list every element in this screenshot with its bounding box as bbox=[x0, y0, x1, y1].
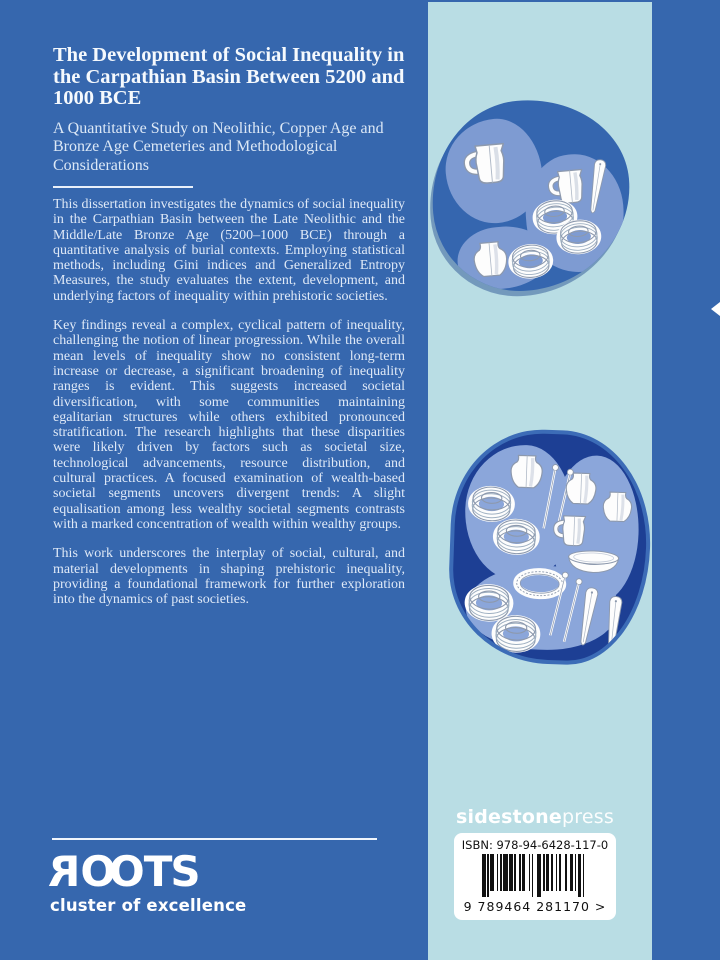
jug-icon bbox=[552, 508, 595, 551]
ts-letters: TS bbox=[143, 847, 199, 896]
abstract-paragraph: This work underscores the interplay of social, cultural, and material developments in shaping prehistoric inequality, providing a foundational framework for further exploration into the dynamics of past societies. bbox=[53, 546, 405, 608]
roots-tagline: cluster of excellence bbox=[50, 896, 247, 915]
coil-bracelet-icon bbox=[490, 608, 542, 660]
publisher-block bbox=[450, 806, 620, 920]
wordmark-bold: sidestone bbox=[456, 806, 562, 828]
wordmark-light: press bbox=[562, 806, 614, 828]
roots-logo bbox=[50, 847, 247, 915]
barcode-bars bbox=[460, 854, 610, 898]
isbn-barcode bbox=[454, 833, 616, 920]
isbn-label: ISBN: 978-94-6428-117-0 bbox=[461, 838, 609, 852]
jug-icon bbox=[461, 133, 520, 192]
page-subtitle: A Quantitative Study on Neolithic, Copper Age and Bronze Age Cemeteries and Methodological Considerations bbox=[53, 119, 384, 174]
edge-arrow-icon bbox=[711, 302, 720, 316]
barcode-digits: 9 789464 281170 > bbox=[463, 899, 607, 914]
abstract-paragraph: Key findings reveal a complex, cyclical pattern of inequality, challenging the notion of linear progression. While the overall mean levels of inequality show no consistent long-term increase or decrease, a significant broadening of inequality ranges is evident. This suggests increased societal diversification, with some communities maintaining egalitarian structures while others exhibited pronounced stratification. The research highlights that these disparities were likely driven by factors such as societal size, technological advancements, resource distribution, and cultural practices. A focused examination of wealth-based societal segments uncovers divergent trends: A slight equalisation among less wealthy societal segments contrasts with a marked concentration of wealth within wealthy groups. bbox=[53, 318, 405, 532]
mirrored-r-letter: R bbox=[50, 847, 81, 896]
pot-icon bbox=[559, 466, 603, 511]
pot-icon bbox=[597, 486, 638, 529]
back-cover-copy bbox=[53, 45, 405, 621]
coil-bracelet-icon bbox=[506, 236, 556, 286]
coil-bracelet-icon bbox=[492, 512, 542, 562]
abstract-paragraph: This dissertation investigates the dynamics of social inequality in the Carpathian Basin between the Late Neolithic and the Middle/Late Bronze Age (5200–1000 BCE) through a quantitative analysis of burial contexts. Employing statistical methods, including Gini indices and Generalized Entropy Measures, the study evaluates the extent, development, and underlying factors of inequality within prehistoric societies. bbox=[53, 197, 405, 304]
title-divider bbox=[53, 186, 193, 188]
linked-oo-letters: OO bbox=[80, 847, 138, 896]
sidestone-press-wordmark bbox=[450, 806, 620, 828]
footer-divider bbox=[52, 838, 377, 840]
roots-wordmark bbox=[50, 847, 246, 896]
grave-goods-blob-bottom bbox=[446, 427, 654, 668]
page-title: The Development of Social Inequality in the Carpathian Basin Between 5200 and 1000 BCE bbox=[53, 44, 405, 109]
